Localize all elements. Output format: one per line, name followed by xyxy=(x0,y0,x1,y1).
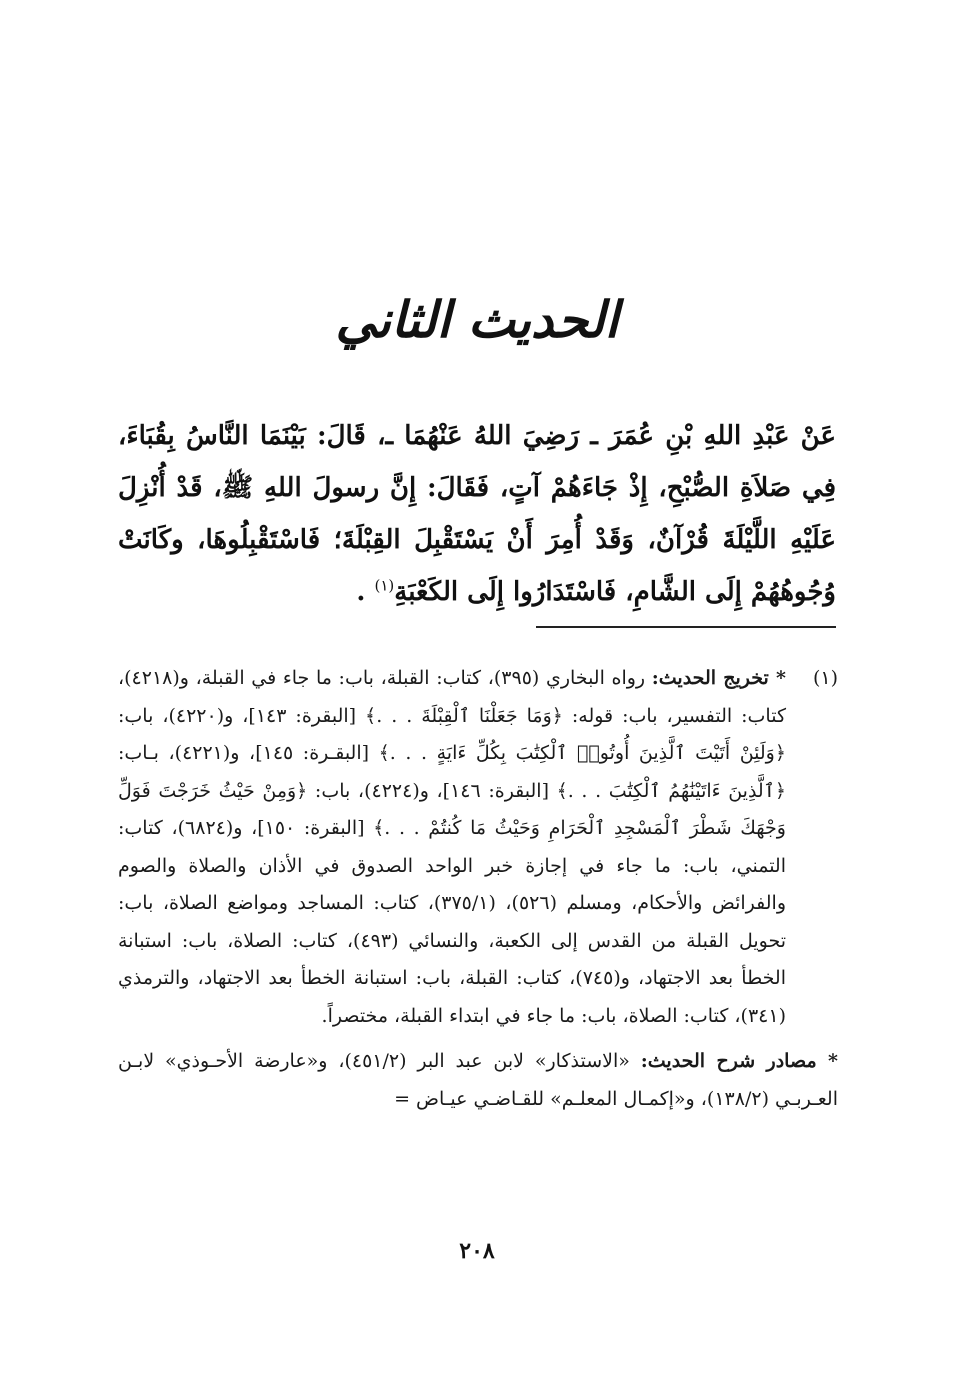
footnote-reference[interactable]: (١) xyxy=(374,576,395,595)
hadith-text xyxy=(118,410,836,618)
chapter-title: الحديث الثاني xyxy=(335,290,619,349)
hadith-paragraph xyxy=(118,410,836,618)
footnote-number: (١) xyxy=(812,667,838,689)
footnotes-section xyxy=(118,660,838,1118)
hadith-end-mark: . xyxy=(356,577,366,607)
sources-paragraph xyxy=(118,1043,838,1118)
sources-label: * مصادر شرح الحديث: xyxy=(640,1050,838,1072)
hadith-body: عَنْ عَبْدِ اللهِ بْنِ عُمَرَ ـ رَضِيَ اللهُ عَنْهُمَا ـ، قَالَ: بَيْنَمَا النَّاسُ بِقُبَاءَ، فِي صَلاَةِ الصُّبْحِ، إِذْ جَاءَهُمْ آتٍ، فَقَالَ: إِنَّ رسولَ اللهِ ﷺ، قَدْ أُنْزِلَ عَلَيْهِ اللَّيْلَةَ قُرْآنٌ، وَقَدْ أُمِرَ أَنْ يَسْتَقْبِلَ القِبْلَةَ؛ فَاسْتَقْبِلُوهَا، وكَانَتْ وُجُوهُهُمْ إِلَى الشَّامِ، فَاسْتَدَارُوا إِلَى الكَعْبَةِ xyxy=(118,421,837,607)
footnote-item xyxy=(118,660,838,1035)
page-number: ٢٠٨ xyxy=(459,1238,495,1264)
footnote-body xyxy=(118,660,786,1035)
takhrij-text: رواه البخاري (٣٩٥)، كتاب: القبلة، باب: ما جاء في القبلة، و(٤٢١٨)، كتاب: التفسير، باب: قوله: ﴿وَمَا جَعَلْنَا ٱلْقِبْلَةَ . . .﴾ [البقرة: ١٤٣]، و(٤٢٢٠)، باب: ﴿وَلَئِنْ أَتَيْتَ ٱلَّذِينَ أُوتُوا۟ ٱلْكِتَٰبَ بِكُلِّ ءَايَةٍ . . .﴾ [البقـرة: ١٤٥]، و(٤٢٢١)، بـاب: ﴿ٱلَّذِينَ ءَاتَيْنَٰهُمُ ٱلْكِتَٰبَ . . .﴾ [البقرة: ١٤٦]، و(٤٢٢٤)، باب: ﴿وَمِنْ حَيْثُ خَرَجْتَ فَوَلِّ وَجْهَكَ شَطْرَ ٱلْمَسْجِدِ ٱلْحَرَامِ وَحَيْثُ مَا كُنتُمْ . . .﴾ [البقرة: ١٥٠]، و(٦٨٢٤)، كتاب: التمني، باب: ما جاء في إجازة خبر الواحد الصدوق في الأذان والصلاة والصوم والفرائض والأحكام، ومسلم (٥٢٦)، (٣٧٥/١)، كتاب: المساجد ومواضع الصلاة، باب: تحويل القبلة من القدس إلى الكعبة، والنسائي (٤٩٣)، كتاب: الصلاة، باب: استبانة الخطأ بعد الاجتهاد، و(٧٤٥)، كتاب: القبلة، باب: استبانة الخطأ بعد الاجتهاد، والترمذي (٣٤١)، كتاب: الصلاة، باب: ما جاء في ابتداء القبلة، مختصراً. xyxy=(118,667,787,1027)
footnote-separator xyxy=(536,626,836,628)
sources-text: «الاستذكار» لابن عبد البر (٤٥١/٢)، و«عارضة الأحـوذي» لابـن العـربـي (١٣٨/٢)، و«إكمـال المعلـم» للقـاضـي عيـاض = xyxy=(118,1050,838,1110)
takhrij-label: * تخريج الحديث: xyxy=(651,667,786,689)
